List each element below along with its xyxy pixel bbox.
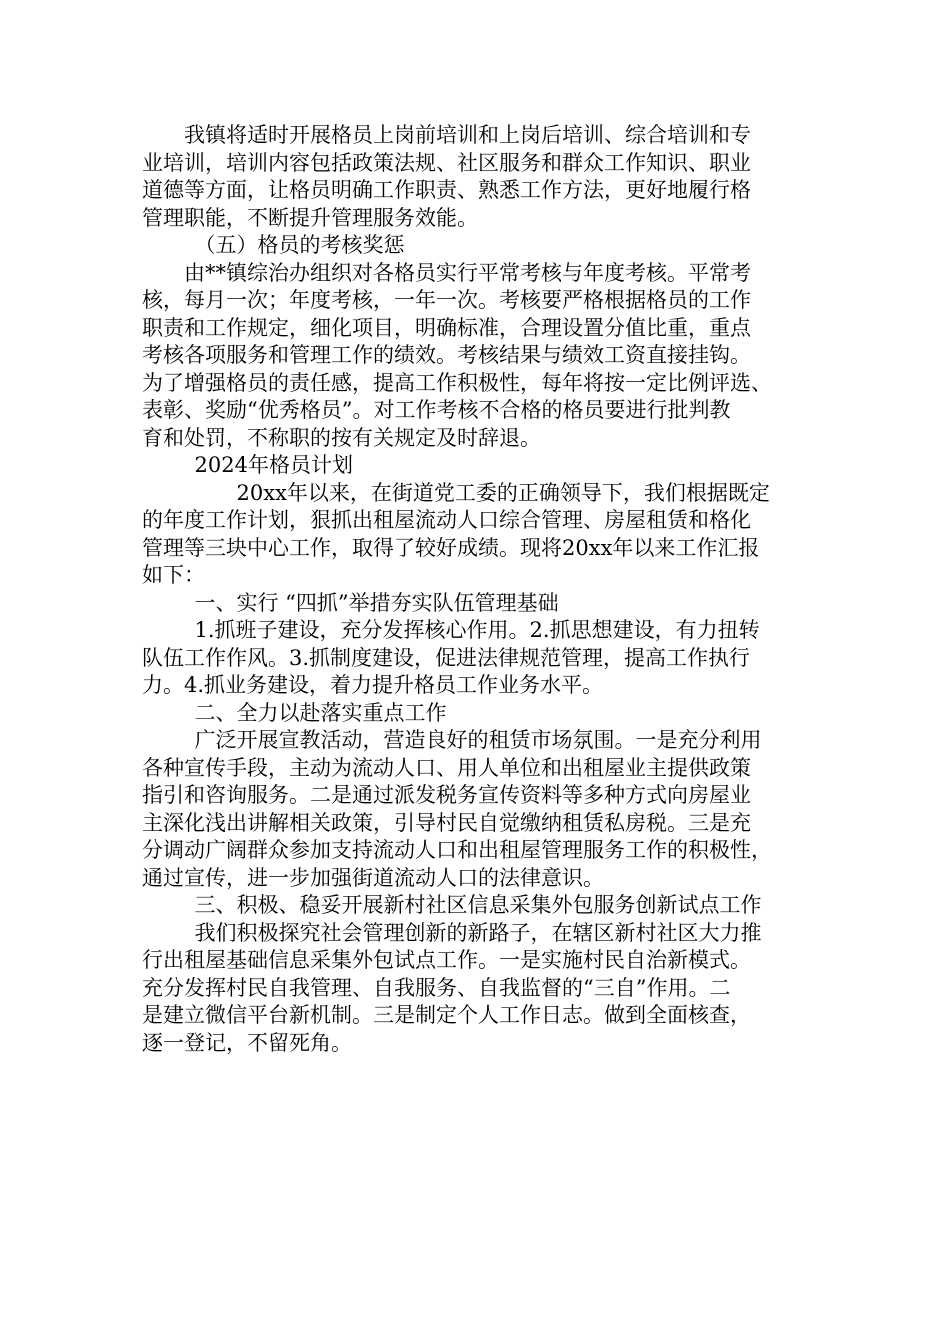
text-line: 我镇将适时开展格员上岗前培训和上岗后培训、综合培训和专 (184, 123, 751, 147)
text-line: 为了增强格员的责任感，提高工作积极性，每年将按一定比例评选、 (142, 370, 772, 395)
text-line: 道德等方面，让格员明确工作职责、熟悉工作方法，更好地履行格 (142, 178, 751, 202)
text-line: 核，每月一次；年度考核，一年一次。考核要严格根据格员的工作 (142, 288, 751, 312)
text-line: 三、积极、稳妥开展新村社区信息采集外包服务创新试点工作 (194, 893, 762, 917)
text-line: 主深化浅出讲解相关政策，引导村民自觉缴纳租赁私房税。三是充 (142, 810, 751, 835)
text-line: 考核各项服务和管理工作的绩效。考核结果与绩效工资直接挂钩。 (142, 343, 751, 367)
text-line: 行出租屋基础信息采集外包试点工作。一是实施村民自治新模式。 (142, 948, 751, 972)
text-line: 分调动广阔群众参加支持流动人口和出租屋管理服务工作的积极性， (142, 838, 772, 862)
text-line: 各种宣传手段，主动为流动人口、用人单位和出租屋业主提供政策 (142, 755, 751, 780)
text-line: 逐一登记，不留死角。 (142, 1030, 352, 1055)
text-line: 育和处罚，不称职的按有关规定及时辞退。 (142, 425, 541, 450)
text-line: 职责和工作规定，细化项目，明确标准，合理设置分值比重，重点 (142, 315, 751, 340)
text-line: 广泛开展宣教活动，营造良好的租赁市场氛围。一是充分利用 (194, 728, 762, 752)
text-line: 二、全力以赴落实重点工作 (194, 700, 447, 725)
text-line: 如下： (142, 563, 205, 587)
text-line: 表彰、奖励“优秀格员”。对工作考核不合格的格员要进行批判教 (142, 398, 731, 422)
text-line: 1.抓班子建设，充分发挥核心作用。2.抓思想建设，有力扭转 (194, 618, 760, 642)
text-line: 20xx年以来，在街道党工委的正确领导下，我们根据既定 (236, 480, 770, 505)
text-line: 管理职能，不断提升管理服务效能。 (142, 205, 478, 230)
text-line: 2024年格员计划 (194, 453, 353, 477)
text-line: 我们积极探究社会管理创新的新路子，在辖区新村社区大力推 (194, 920, 762, 945)
text-line: 一、实行 “四抓”举措夯实队伍管理基础 (194, 590, 559, 615)
text-line: 力。4.抓业务建设，着力提升格员工作业务水平。 (142, 673, 604, 697)
text-line: 队伍工作作风。3.抓制度建设，促进法律规范管理，提高工作执行 (142, 645, 751, 670)
text-line: 是建立微信平台新机制。三是制定个人工作日志。做到全面核查， (142, 1003, 751, 1027)
text-line: （五）格员的考核奖惩 (194, 233, 405, 257)
text-line: 通过宣传，进一步加强街道流动人口的法律意识。 (142, 865, 604, 890)
text-line: 充分发挥村民自我管理、自我服务、自我监督的“三自”作用。二 (142, 975, 731, 1000)
text-line: 由**镇综治办组织对各格员实行平常考核与年度考核。平常考 (184, 260, 751, 285)
text-line: 指引和咨询服务。二是通过派发税务宣传资料等多种方式向房屋业 (142, 783, 751, 807)
text-line: 的年度工作计划，狠抓出租屋流动人口综合管理、房屋租赁和格化 (142, 508, 751, 532)
document-page (142, 122, 814, 1057)
text-line: 业培训，培训内容包括政策法规、社区服务和群众工作知识、职业 (142, 150, 751, 175)
text-line: 管理等三块中心工作，取得了较好成绩。现将20xx年以来工作汇报 (142, 535, 760, 560)
